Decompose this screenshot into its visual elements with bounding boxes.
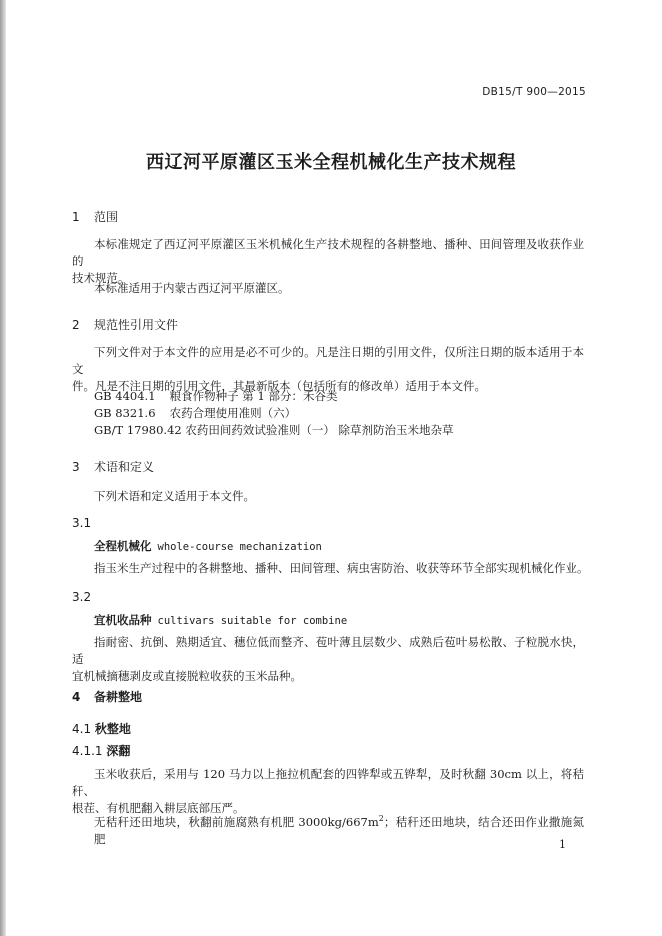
page-number: 1 [559,838,566,851]
term-3-1 [94,538,322,554]
section-title: 备耕整地 [94,690,143,704]
reference-code: GB 8321.6 [94,406,156,420]
subsection-title: 深翻 [106,744,131,758]
text-line: 本标准规定了西辽河平原灌区玉米机械化生产技术规程的各耕整地、播种、田间管理及收获作业的 [72,237,584,268]
text-fragment: 无秸秆还田地块，秋翻前施腐熟有机肥 3000kg/667m [94,814,379,829]
term-3-1-definition: 指玉米生产过程中的各耕整地、播种、田间管理、病虫害防治、收获等环节全部实现机械化作业。 [94,561,589,575]
term-chinese: 宜机收品种 [94,613,152,627]
subsection-number: 4.1.1 [72,744,103,758]
reference-title: 农药田间药效试验准则（一） 除草剂防治玉米地杂草 [185,423,454,437]
reference-title: 粮食作物种子 第 1 部分：禾谷类 [169,389,338,403]
section-4-heading [72,688,142,705]
scan-binding-edge [0,0,6,936]
reference-code: GB 4404.1 [94,389,156,403]
subsection-4-1-1-heading [72,742,130,759]
standard-code: DB15/T 900—2015 [482,86,586,98]
term-chinese: 全程机械化 [94,539,152,553]
section-2-heading [72,316,178,333]
subsection-title: 秋整地 [94,722,131,736]
section-number: 3 [72,460,80,474]
reference-item [94,422,454,438]
section-1-heading [72,208,118,225]
text-line: 技术规范。 [72,271,130,285]
section-1-paragraph-2: 本标准适用于内蒙古西辽河平原灌区。 [94,281,290,295]
subsection-number: 4.1 [72,722,92,736]
term-english: cultivars suitable for combine [157,615,348,627]
reference-item [94,388,337,404]
term-english: whole-course mechanization [157,541,322,553]
term-3-2-definition [72,634,584,685]
text-line: 件。凡是不注日期的引用文件，其最新版本（包括所有的修改单）适用于本文件。 [72,379,486,393]
section-title: 范围 [94,210,119,224]
reference-code: GB/T 17980.42 [94,423,182,437]
section-number: 1 [72,210,80,224]
text-line: 宜机械摘穗剥皮或直接脱粒收获的玉米品种。 [72,669,302,683]
reference-item [94,405,296,421]
document-title: 西辽河平原灌区玉米全程机械化生产技术规程 [146,152,516,173]
subsection-4-1-heading [72,720,131,737]
text-line: 根茬、有机肥翻入耕层底部压严。 [72,801,245,815]
text-line: 指耐密、抗倒、熟期适宜、穗位低而整齐、苞叶薄且层数少、成熟后苞叶易松散、子粒脱水快，适 [72,635,584,666]
text-line: 下列文件对于本文件的应用是必不可少的。凡是注日期的引用文件，仅所注日期的版本适用于本文 [72,345,584,376]
section-title: 规范性引用文件 [94,318,179,332]
section-title: 术语和定义 [94,460,155,474]
section-3-heading [72,458,154,475]
term-3-2-number: 3.2 [72,590,92,604]
section-number: 2 [72,318,80,332]
section-4-paragraph-2 [94,810,584,848]
text-fragment: ；秸秆还田地块，结合还田作业撒施氮肥 [94,814,584,846]
reference-title: 农药合理使用准则（六） [169,406,297,420]
superscript: 2 [378,814,384,823]
text-line: 玉米收获后，采用与 120 马力以上拖拉机配套的四铧犁或五铧犁，及时秋翻 30cm 以上，将秸秆、 [72,767,584,798]
section-number: 4 [72,690,81,704]
section-3-intro: 下列术语和定义适用于本文件。 [94,489,255,503]
term-3-1-number: 3.1 [72,516,92,530]
term-3-2 [94,612,347,628]
